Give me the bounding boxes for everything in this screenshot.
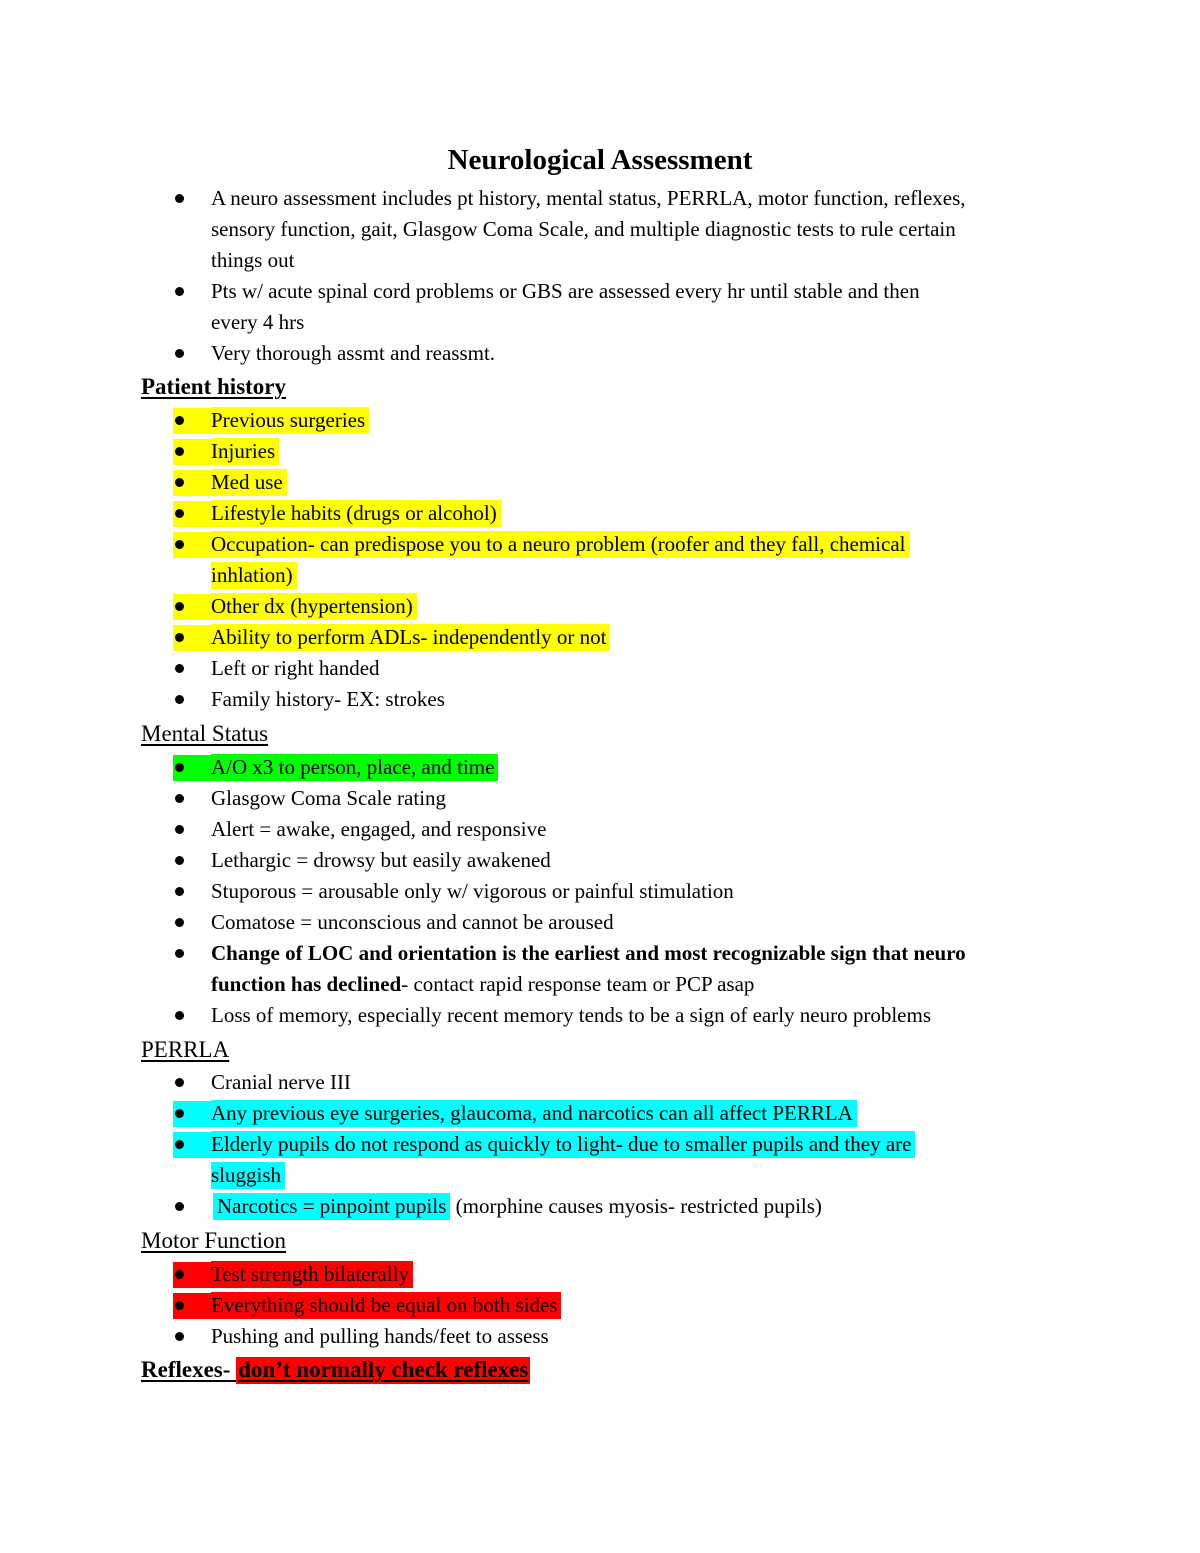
intro-list bbox=[0, 183, 966, 369]
bullet-icon bbox=[175, 1270, 184, 1279]
list-item bbox=[0, 845, 966, 876]
list-item bbox=[0, 622, 910, 653]
item-text: Ability to perform ADLs- independently or not bbox=[211, 624, 610, 651]
bullet-icon bbox=[175, 416, 184, 425]
bullet-icon bbox=[175, 509, 184, 518]
list-item bbox=[0, 1191, 915, 1222]
bullet-icon bbox=[175, 949, 184, 958]
item-highlighted-text: Narcotics = pinpoint pupils bbox=[213, 1193, 450, 1220]
list-item bbox=[0, 938, 966, 1000]
list-item bbox=[0, 1098, 915, 1129]
list-item bbox=[0, 876, 966, 907]
list-item bbox=[0, 1259, 561, 1290]
item-text: Test strength bilaterally bbox=[211, 1261, 413, 1288]
list-item bbox=[0, 338, 966, 369]
list-item bbox=[0, 1290, 561, 1321]
item-bold-text: function has declined bbox=[211, 972, 402, 996]
bullet-icon bbox=[175, 1109, 184, 1118]
bullet-icon bbox=[175, 825, 184, 834]
list-item bbox=[0, 405, 910, 436]
item-text: Elderly pupils do not respond as quickly to light- due to smaller pupils and they are bbox=[211, 1131, 915, 1158]
item-text: Lethargic = drowsy but easily awakened bbox=[211, 848, 551, 872]
list-item bbox=[0, 183, 966, 276]
item-text: Occupation- can predispose you to a neuro problem (roofer and they fall, chemical bbox=[211, 531, 910, 558]
list-item bbox=[0, 591, 910, 622]
bullet-icon bbox=[175, 478, 184, 487]
bullet-icon bbox=[175, 1078, 184, 1087]
list-item bbox=[0, 907, 966, 938]
item-text: Stuporous = arousable only w/ vigorous or painful stimulation bbox=[211, 879, 734, 903]
bullet-icon bbox=[175, 1011, 184, 1020]
bullet-icon bbox=[175, 856, 184, 865]
bullet-icon bbox=[175, 763, 184, 772]
list-item bbox=[0, 653, 910, 684]
reflexes-note: don’t normally check reflexes bbox=[238, 1357, 529, 1382]
bullet-icon bbox=[175, 1202, 184, 1211]
list-item bbox=[0, 1129, 915, 1191]
list-item bbox=[0, 783, 966, 814]
bullet-icon bbox=[175, 447, 184, 456]
item-text: Left or right handed bbox=[211, 656, 380, 680]
patient-history-list bbox=[0, 405, 910, 715]
item-text: Cranial nerve III bbox=[211, 1070, 351, 1094]
item-text: sluggish bbox=[211, 1162, 285, 1189]
item-text: Family history- EX: strokes bbox=[211, 687, 445, 711]
item-text: A/O x3 to person, place, and time bbox=[211, 754, 498, 781]
list-item bbox=[0, 276, 966, 338]
bullet-icon bbox=[175, 794, 184, 803]
item-text: Med use bbox=[211, 469, 287, 496]
section-heading-mental-status: Mental Status bbox=[141, 721, 269, 746]
bullet-icon bbox=[175, 887, 184, 896]
list-item bbox=[0, 1067, 915, 1098]
bullet-icon bbox=[175, 1332, 184, 1341]
item-line: every 4 hrs bbox=[211, 310, 305, 334]
perrla-list bbox=[0, 1067, 915, 1222]
list-item bbox=[0, 684, 910, 715]
bullet-icon bbox=[175, 918, 184, 927]
item-text: Alert = awake, engaged, and responsive bbox=[211, 817, 547, 841]
list-item bbox=[0, 498, 910, 529]
item-text: Previous surgeries bbox=[211, 407, 369, 434]
item-line: Pts w/ acute spinal cord problems or GBS are assessed every hr until stable and then bbox=[211, 279, 920, 303]
bullet-icon bbox=[175, 287, 184, 296]
list-item bbox=[0, 467, 910, 498]
item-bold-text: Change of LOC and orientation is the earliest and most recognizable sign that neuro bbox=[211, 941, 966, 965]
list-item bbox=[0, 1000, 966, 1031]
item-text: Pushing and pulling hands/feet to assess bbox=[211, 1324, 549, 1348]
item-text: Any previous eye surgeries, glaucoma, and narcotics can all affect PERRLA bbox=[211, 1100, 857, 1127]
section-heading-patient-history: Patient history bbox=[141, 374, 287, 399]
bullet-icon bbox=[175, 633, 184, 642]
bullet-icon bbox=[175, 602, 184, 611]
item-line: things out bbox=[211, 248, 295, 272]
reflexes-heading-text: Reflexes- bbox=[141, 1357, 231, 1382]
item-text: Other dx (hypertension) bbox=[211, 593, 417, 620]
list-item bbox=[0, 1321, 561, 1352]
bullet-icon bbox=[175, 695, 184, 704]
item-line: A neuro assessment includes pt history, mental status, PERRLA, motor function, reflexes, bbox=[211, 186, 966, 210]
document-title: Neurological Assessment bbox=[447, 144, 753, 176]
section-heading-motor-function: Motor Function bbox=[141, 1228, 287, 1253]
list-item bbox=[0, 436, 910, 467]
item-text: Glasgow Coma Scale rating bbox=[211, 786, 447, 810]
list-item bbox=[0, 814, 966, 845]
item-text: Lifestyle habits (drugs or alcohol) bbox=[211, 500, 501, 527]
mental-status-list bbox=[0, 752, 966, 1031]
bullet-icon bbox=[175, 1301, 184, 1310]
item-text: (morphine causes myosis- restricted pupils) bbox=[450, 1194, 822, 1218]
item-line: Very thorough assmt and reassmt. bbox=[211, 341, 496, 365]
bullet-icon bbox=[175, 194, 184, 203]
bullet-icon bbox=[175, 1140, 184, 1149]
item-text: inhlation) bbox=[211, 562, 297, 589]
item-text: Loss of memory, especially recent memory tends to be a sign of early neuro problems bbox=[211, 1003, 932, 1027]
item-text: Everything should be equal on both sides bbox=[211, 1292, 561, 1319]
bullet-icon bbox=[175, 349, 184, 358]
bullet-icon bbox=[175, 664, 184, 673]
section-heading-reflexes bbox=[141, 1355, 530, 1385]
motor-function-list bbox=[0, 1259, 561, 1352]
section-heading-perrla: PERRLA bbox=[141, 1037, 230, 1062]
item-text: Injuries bbox=[211, 438, 279, 465]
list-item bbox=[0, 752, 966, 783]
item-text: Comatose = unconscious and cannot be aroused bbox=[211, 910, 614, 934]
bullet-icon bbox=[175, 540, 184, 549]
list-item bbox=[0, 529, 910, 591]
item-text: - contact rapid response team or PCP asap bbox=[401, 972, 755, 996]
item-line: sensory function, gait, Glasgow Coma Scale, and multiple diagnostic tests to rule certain bbox=[211, 217, 956, 241]
